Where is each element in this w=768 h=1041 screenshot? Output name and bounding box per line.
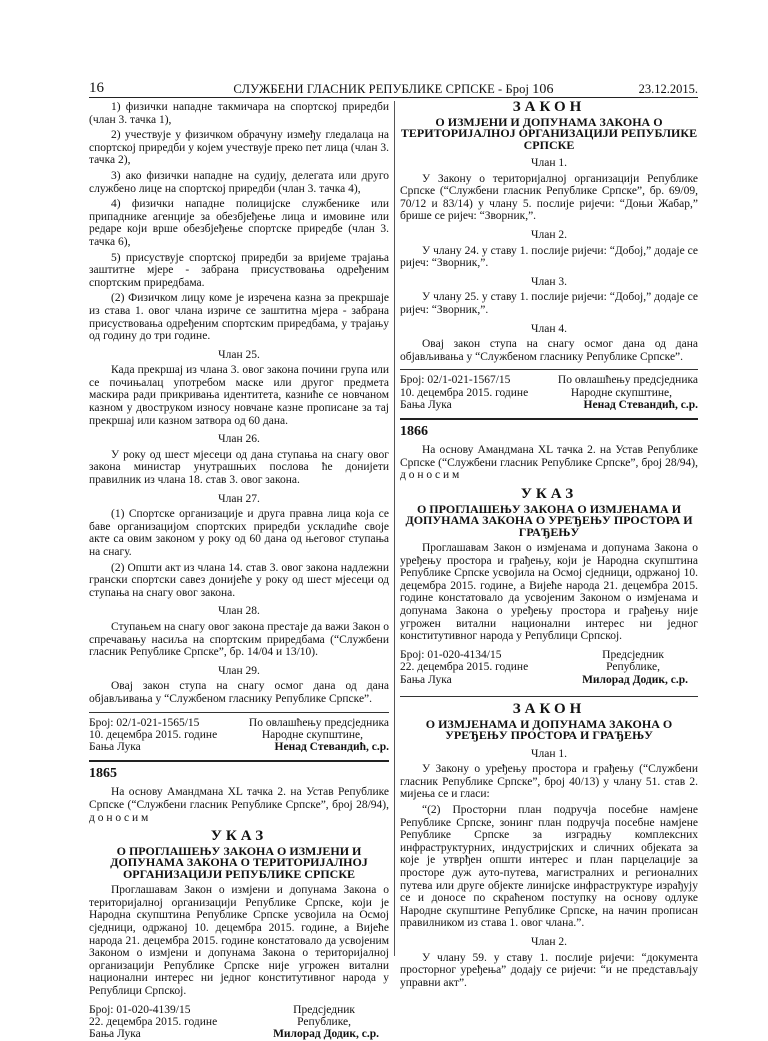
issue-number: 106 xyxy=(532,82,554,97)
column-divider xyxy=(394,101,395,956)
decree-text: Проглашавам Закон о измјени и допунама Закона о територијалној организацији Републике Српске, који је Народна скупштина Републике Српске усвојила на Осмој сједници, одржаној 10. децембра 2015. године, а Вијеће народа 21. децембра 2015. године констатовало да усвојеним Законом о измјени и допунама Закона о територијалној организацији Републике Српске није угрожен витални национални интерес ни једног конститутивног народа у Републици Српској. xyxy=(89,884,389,997)
signatory-role: По овлашћењу предсједника xyxy=(557,374,698,387)
list-item: (2) Физичком лицу коме је изречена казна за прекршаје из става 1. овог члана изриче се заштитна мјера - забрана присуствовања одређеним спортским приредбама, у трајању од годину до три године. xyxy=(89,292,389,343)
signature-block xyxy=(400,374,698,411)
decree-text: Проглашавам Закон о измјенама и допунама Закона о уређењу простора и грађењу, који је Народна скупштина Републике Српске усвојила на Осмој сједници, одржаној 10. децембра 2015. године, а Вијеће народа 21. децембра 2015. године констатовало да усвојеним Законом о измјенама и допунама Закона о уређењу простора и грађењу није угрожен витални национални интерес ни једног конститутивног народа у Републици Српској. xyxy=(400,542,698,643)
article-label: Члан 2. xyxy=(531,935,567,948)
decree-heading: УКАЗ xyxy=(520,486,578,502)
doc-date: 22. децембра 2015. године xyxy=(400,661,529,674)
signatory-role: Предсједник xyxy=(602,648,664,661)
doc-place: Бања Лука xyxy=(400,399,452,412)
article-label: Члан 1. xyxy=(531,747,567,760)
list-item: 2) учествује у физичком обрачуну између гледалаца на спортској приредби у којем учествује преко пет лица (члан 3. тачка 2), xyxy=(89,129,389,167)
separator xyxy=(89,760,389,762)
doc-number: Број: 01-020-4139/15 xyxy=(89,1003,191,1016)
decree-heading: УКАЗ xyxy=(210,828,268,845)
doc-number: Број: 02/1-021-1565/15 xyxy=(89,716,200,729)
signatory-body: Републике, xyxy=(606,661,660,674)
page-header xyxy=(89,80,698,98)
article-text: У члану 59. у ставу 1. послије ријечи: “документа просторног уређења” додају се ријечи: “и не представљају управни акт”. xyxy=(400,951,698,989)
document-number: 1866 xyxy=(400,423,428,439)
signatory-name: Ненад Стевандић, с.р. xyxy=(274,741,389,754)
doc-date: 22. децембра 2015. године xyxy=(89,1015,218,1028)
article-label: Члан 25. xyxy=(218,348,260,361)
signatory-name: Ненад Стевандић, с.р. xyxy=(583,399,698,412)
separator xyxy=(400,696,698,697)
article-text: У року од шест мјесеци од дана ступања на снагу овог закона министар унутрашњих послова ће донијети правилник из члана 18. став 3. овог закона. xyxy=(89,448,389,487)
article-label: Члан 28. xyxy=(218,605,260,618)
separator xyxy=(89,712,389,713)
law-heading: ЗАКОН xyxy=(512,701,586,718)
article-text: У члану 24. у ставу 1. послије ријечи: “Добој,” додаје се ријеч: “Зворник,”. xyxy=(400,244,698,270)
doc-place: Бања Лука xyxy=(89,741,141,754)
left-column xyxy=(89,101,389,1041)
article-text: У Закону о територијалној организацији Републике Српске (“Службени гласник Републике Српске”, бр. 69/09, 70/12 и 83/14) у члану 5. послије ријечи: “Доњи Жабар,” брише се ријеч: “Зворник,”. xyxy=(400,172,698,223)
decree-title: О ПРОГЛАШЕЊУ ЗАКОНА О ИЗМЈЕНАМА И ДОПУНАМА ЗАКОНА О УРЕЂЕЊУ ПРОСТОРА И ГРАЂЕЊУ xyxy=(405,501,693,539)
article-label: Члан 29. xyxy=(218,664,260,677)
article-text: (2) Општи акт из члана 14. став 3. овог закона надлежни грански спортски савез донијеће у року од шест мјесеци од ступања на снагу овог закона. xyxy=(89,561,389,599)
article-text: (1) Спортске организације и друга правна лица која се баве организацијом спортских приредби ускладиће своје акте са овим законом у року од 60 дана од његовог ступања на снагу. xyxy=(89,508,389,558)
article-label: Члан 3. xyxy=(531,275,567,288)
signatory-body: Народне скупштине, xyxy=(261,728,363,741)
intro-text: На основу Амандмана XL тачка 2. на Устав Републике Српске (“Службени гласник Републике Српске”, број 28/94), д о н о с и м xyxy=(400,444,698,482)
law-title: О ИЗМЈЕНИ И ДОПУНАМА ЗАКОНА О ТЕРИТОРИЈАЛНОЈ ОРГАНИЗАЦИЈИ РЕПУБЛИКЕ СРПСКЕ xyxy=(400,114,698,152)
page-number: 16 xyxy=(89,80,104,96)
article-text: Овај закон ступа на снагу осмог дана од дана објављивања у “Службеном гласнику Републике Српске”. xyxy=(89,680,389,705)
signatory-name: Милорад Додик, с.р. xyxy=(582,673,688,686)
article-label: Члан 26. xyxy=(218,433,260,446)
article-text: У члану 25. у ставу 1. послије ријечи: “Добој,” додаје се ријеч: “Зворник,”. xyxy=(400,291,698,317)
signature-block xyxy=(400,649,698,686)
article-label: Члан 1. xyxy=(531,157,567,170)
list-item: 3) ако физички нападне на судију, делегата или друго службено лице на спортској приредби (члан 3. тачка 4), xyxy=(89,169,389,195)
right-column xyxy=(400,101,698,992)
doc-place: Бања Лука xyxy=(89,1028,141,1041)
article-label: Члан 2. xyxy=(531,229,567,242)
article-label: Члан 27. xyxy=(218,492,260,505)
list-item: 4) физички нападне полицијске службенике или припаднике агенције за обезбјеђење лица и имовине или редаре који врше обезбјеђење спортске приредбе (члан 3. тачка 6), xyxy=(89,198,389,248)
article-quote: “(2) Просторни план подручја посебне намјене Републике Српске, зонинг план подручја посебне намјене Републике Српске за изградњу комплексних инфраструктурних, индустријских и сличних објеката за које је утврђен општи интерес и план парцелације за просторе дуж ауто-путева, магистралних и регионалних путева или друге објекте линијске инфраструктуре израђују се и доносе по скраћеном поступку на основу одлуке Народне скупштине Републике Српске, на начин прописан правилником из става 1. овог члана.”. xyxy=(400,804,698,930)
doc-number: Број: 01-020-4134/15 xyxy=(400,648,502,661)
signatory-role: Предсједник xyxy=(293,1003,355,1016)
article-text: Када прекршај из члана 3. овог закона почини група или се почињалац употребом маске или другог предмета маскира ради прикривања идентитета, казниће се новчаном казном у двоструком износу новчане казне прописане за тај прекршај или казном затвора од 60 дана. xyxy=(89,364,389,427)
issue-date: 23.12.2015. xyxy=(638,82,698,96)
document-number: 1865 xyxy=(89,765,117,781)
article-text: Овај закон ступа на снагу осмог дана од дана објављивања у “Службеном гласнику Републике Српске”. xyxy=(400,338,698,363)
signatory-name: Милорад Додик, с.р. xyxy=(273,1028,379,1041)
law-title: О ИЗМЈЕНАМА И ДОПУНАМА ЗАКОНА О УРЕЂЕЊУ ПРОСТОРА И ГРАЂЕЊУ xyxy=(425,716,673,743)
signatory-body: Републике, xyxy=(297,1015,351,1028)
signature-block xyxy=(89,717,389,754)
decree-title: О ПРОГЛАШЕЊУ ЗАКОНА О ИЗМЈЕНИ И ДОПУНАМА ЗАКОНА О ТЕРИТОРИЈАЛНОЈ ОРГАНИЗАЦИЈИ РЕПУБЛИКЕ СРПСКЕ xyxy=(110,843,368,881)
doc-place: Бања Лука xyxy=(400,673,452,686)
article-text: У Закону о уређењу простора и грађењу (“Службени гласник Републике Српске”, број 40/13) у члану 51. став 2. мијења се и гласи: xyxy=(400,763,698,801)
law-heading: ЗАКОН xyxy=(512,99,586,115)
separator xyxy=(400,418,698,420)
signature-block xyxy=(89,1004,389,1041)
list-item: 1) физички нападне такмичара на спортској приредби (члан 3. тачка 1), xyxy=(89,101,389,126)
gazette-title-text: СЛУЖБЕНИ ГЛАСНИК РЕПУБЛИКЕ СРПСКЕ - Број xyxy=(233,82,533,96)
doc-date: 10. децембра 2015. године xyxy=(400,386,529,399)
signatory-body: Народне скупштине, xyxy=(570,386,672,399)
article-label: Члан 4. xyxy=(531,322,567,335)
article-text: Ступањем на снагу овог закона престаје да важи Закон о спречавању насиља на спортским приредбама (“Службени гласник Републике Српске”, бр. 14/04 и 13/10). xyxy=(89,620,389,659)
intro-text: На основу Амандмана XL тачка 2. на Устав Републике Српске (“Службени гласник Републике Српске”, број 28/94), д о н о с и м xyxy=(89,786,389,824)
doc-number: Број: 02/1-021-1567/15 xyxy=(400,374,511,387)
signatory-role: По овлашћењу предсједника xyxy=(248,716,389,729)
doc-date: 10. децембра 2015. године xyxy=(89,728,218,741)
gazette-title xyxy=(89,82,698,98)
separator xyxy=(400,369,698,370)
list-item: 5) присуствује спортској приредби за вријеме трајања заштитне мјере - забрана присуствовања одређеним спортским приредбама. xyxy=(89,251,389,289)
